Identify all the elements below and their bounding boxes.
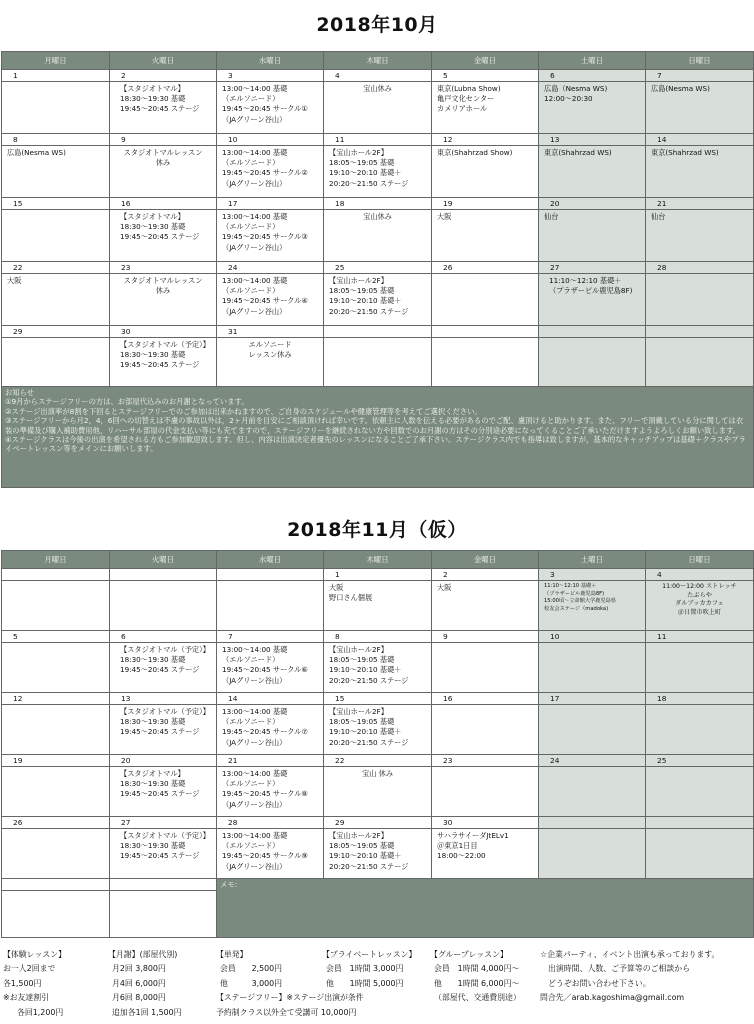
- day-cell: [539, 643, 646, 693]
- day-cell: [217, 581, 324, 631]
- day-cell: 13:00～14:00 基礎 （エルソニード） 19:45～20:45 サークル⑨ （JAグリーン谷山）: [217, 829, 324, 879]
- day-cell: スタジオトマルレッスン 休み: [110, 146, 217, 198]
- weekday-fri: 金曜日: [432, 551, 539, 569]
- day-cell: [646, 338, 754, 387]
- day-number: 2: [432, 569, 539, 581]
- day-cell: 13:00～14:00 基礎 （エルソニード） 19:45～20:45 サークル⑦ （JAグリーン谷山）: [217, 705, 324, 755]
- day-cell: [324, 338, 432, 387]
- day-cell: 【スタジオトマル（予定）】 18:30～19:30 基礎 19:45～20:45 ステージ: [110, 829, 217, 879]
- day-cell: 広島(Nesma WS): [2, 146, 110, 198]
- notice-item: ①9月からステージフリーの方は、お部屋代込みのお月謝となっています。: [5, 397, 249, 407]
- day-cell: 13:00～14:00 基礎 （エルソニード） 19:45～20:45 サークル① （JAグリーン谷山）: [217, 82, 324, 134]
- notice-item: ②ステージ出演率が8割を下回るとステージフリーでのご参加は出来かねますので、ご自身のスケジュールや健康管理等を考えてご選択ください。: [5, 406, 482, 416]
- weekday-tue: 火曜日: [110, 551, 217, 569]
- day-cell: 東京(Lubna Show) 亀戸文化センター カメリアホール: [432, 82, 539, 134]
- day-number: 12: [432, 134, 539, 146]
- day-cell: [432, 338, 539, 387]
- day-cell: [539, 829, 646, 879]
- day-cell: [646, 767, 754, 817]
- weekday-thu: 木曜日: [324, 551, 432, 569]
- day-number: 1: [324, 569, 432, 581]
- day-number: 5: [432, 70, 539, 82]
- day-cell: [2, 705, 110, 755]
- october-title: 2018年10月: [316, 14, 438, 36]
- day-cell: [2, 643, 110, 693]
- day-number: 28: [217, 817, 324, 829]
- day-cell: 13:00～14:00 基礎 （エルソニード） 19:45～20:45 サークル⑥ （JAグリーン谷山）: [217, 643, 324, 693]
- day-number: 26: [432, 262, 539, 274]
- day-number: 27: [539, 262, 646, 274]
- day-number: 18: [646, 693, 754, 705]
- day-number: 4: [646, 569, 754, 581]
- day-number: 21: [646, 198, 754, 210]
- day-cell: 【宝山ホール2F】 18:05～19:05 基礎 19:10～20:10 基礎＋ 20:20～21:50 ステージ: [324, 643, 432, 693]
- day-cell: 仙台: [646, 210, 754, 262]
- day-number: 3: [217, 70, 324, 82]
- day-number: 25: [324, 262, 432, 274]
- day-cell: 【スタジオトマル（予定）】 18:30～19:30 基礎 19:45～20:45 ステージ: [110, 338, 217, 387]
- day-number: 29: [324, 817, 432, 829]
- day-cell: [2, 767, 110, 817]
- day-cell: 11:10～12:10 基礎＋ （プラザービル鹿児島8F): [539, 274, 646, 326]
- day-number: 23: [110, 262, 217, 274]
- october-calendar: [1, 51, 754, 488]
- day-number: 22: [324, 755, 432, 767]
- day-number: 8: [324, 631, 432, 643]
- day-cell: 大阪 野口さん個展: [324, 581, 432, 631]
- corporate-event-info: ☆企業パーティ、イベント出演も承っております。 出演時間、人数、ご予算等のご相談から どうぞお問い合わせ下さい。 問合先／arab.kagoshima@gmail.com: [540, 950, 720, 1003]
- weekday-wed: 水曜日: [217, 52, 324, 70]
- day-number: 3: [539, 569, 646, 581]
- group-lesson-info: 【グループレッスン】 会員 1時間 4,000円～ 他 1時間 6,000円～ （部屋代、交通費別途）: [430, 950, 521, 1003]
- day-number: 24: [539, 755, 646, 767]
- day-cell: [432, 767, 539, 817]
- day-cell: 大阪: [432, 210, 539, 262]
- day-number: 7: [217, 631, 324, 643]
- day-cell: [2, 82, 110, 134]
- day-cell: 広島（Nesma WS) 12:00～20:30: [539, 82, 646, 134]
- day-number: 7: [646, 70, 754, 82]
- pricing-footer: [0, 948, 754, 1024]
- day-number: 11: [324, 134, 432, 146]
- day-cell: [2, 581, 110, 631]
- weekday-header: [2, 52, 754, 70]
- day-number: 14: [217, 693, 324, 705]
- day-cell: 【スタジオトマル】 18:30～19:30 基礎 19:45～20:45 ステージ: [110, 82, 217, 134]
- day-cell: [2, 338, 110, 387]
- day-number: 8: [2, 134, 110, 146]
- day-number: 12: [2, 693, 110, 705]
- day-cell: [646, 705, 754, 755]
- day-cell: スタジオトマルレッスン 休み: [110, 274, 217, 326]
- day-number: 21: [217, 755, 324, 767]
- weekday-tue: 火曜日: [110, 52, 217, 70]
- day-cell: 【スタジオトマル（予定）】 18:30～19:30 基礎 19:45～20:45 ステージ: [110, 705, 217, 755]
- weekday-header: [2, 551, 754, 569]
- day-cell: 13:00～14:00 基礎 （エルソニード） 19:45～20:45 サークル④ （JAグリーン谷山）: [217, 274, 324, 326]
- day-number: 24: [217, 262, 324, 274]
- day-number: 27: [110, 817, 217, 829]
- day-number: 15: [2, 198, 110, 210]
- day-cell: [2, 210, 110, 262]
- day-cell: [646, 829, 754, 879]
- weekday-sun: 日曜日: [646, 551, 754, 569]
- day-cell: [539, 338, 646, 387]
- day-cell: 広島(Nesma WS): [646, 82, 754, 134]
- day-cell: 【スタジオトマル（予定）】 18:30～19:30 基礎 19:45～20:45 ステージ: [110, 643, 217, 693]
- day-cell: [432, 274, 539, 326]
- day-number: 30: [110, 326, 217, 338]
- day-cell: [432, 705, 539, 755]
- day-cell: 宝山休み: [324, 82, 432, 134]
- notice-item: ④ステージクラスは今後の出演を希望される方もご参加歓迎致します。但し、内容は出演決定者優先のレッスンになることご了承下さい。ステージクラス内でも指導は致しますが，基本的なキャッチアップは基礎＋クラスやプライベートレッスン等をメインにお願いします。: [5, 435, 746, 454]
- day-number: 10: [539, 631, 646, 643]
- day-number: 29: [2, 326, 110, 338]
- day-number: 2: [110, 70, 217, 82]
- day-number: 19: [2, 755, 110, 767]
- weekday-sun: 日曜日: [646, 52, 754, 70]
- notice-box: [2, 387, 754, 488]
- day-number: 13: [539, 134, 646, 146]
- day-cell: 11:00～12:00 ストレッチ たぶらや ダルブッカカフェ ＠日置市吹上町: [646, 581, 754, 631]
- day-cell: 【宝山ホール2F】 18:05～19:05 基礎 19:10～20:10 基礎＋ 20:20～21:50 ステージ: [324, 274, 432, 326]
- day-number: 22: [2, 262, 110, 274]
- day-cell: 【宝山ホール2F】 18:05～19:05 基礎 19:10～20:10 基礎＋ 20:20～21:50 ステージ: [324, 705, 432, 755]
- day-number: 30: [432, 817, 539, 829]
- day-number: 28: [646, 262, 754, 274]
- weekday-sat: 土曜日: [539, 551, 646, 569]
- day-number: 17: [539, 693, 646, 705]
- memo-label: メモ:: [220, 880, 238, 889]
- day-number: 13: [110, 693, 217, 705]
- day-cell: 【宝山ホール2F】 18:05～19:05 基礎 19:10～20:10 基礎＋ 20:20～21:50 ステージ: [324, 829, 432, 879]
- weekday-wed: 水曜日: [217, 551, 324, 569]
- day-number: 10: [217, 134, 324, 146]
- day-number: 23: [432, 755, 539, 767]
- day-cell: 東京(Shahrzad WS): [646, 146, 754, 198]
- weekday-mon: 月曜日: [2, 52, 110, 70]
- day-cell: 宝山休み: [324, 210, 432, 262]
- day-cell: 東京(Shahrzad Show): [432, 146, 539, 198]
- day-number: 9: [432, 631, 539, 643]
- day-number: 26: [2, 817, 110, 829]
- day-cell: 宝山 休み: [324, 767, 432, 817]
- day-number: 6: [110, 631, 217, 643]
- day-number: 4: [324, 70, 432, 82]
- november-title: 2018年11月（仮）: [287, 519, 467, 541]
- day-cell: 大阪: [2, 274, 110, 326]
- day-number: 15: [324, 693, 432, 705]
- day-cell: [539, 705, 646, 755]
- notice-title: お知らせ: [5, 388, 34, 397]
- day-cell: 13:00～14:00 基礎 （エルソニード） 19:45～20:45 サークル② （JAグリーン谷山）: [217, 146, 324, 198]
- day-number: 11: [646, 631, 754, 643]
- day-cell: 東京(Shahrzad WS): [539, 146, 646, 198]
- day-cell: 大阪: [432, 581, 539, 631]
- day-number: 16: [110, 198, 217, 210]
- notice-item: ③ステージフリーから月2，4，6回への切替えは不慮の事故以外は，2ヶ月前を目安にご相談頂ければ幸いです。依頼主に人数を伝える必要があるのでご配、慮頂けると助かります。また、フリーで頂戴している分に関しては衣装の準備及び購入補助費用他，リハーサル部屋の代金支払い等にも充てますので，ステージフリーを継続されない方や回数でのお月謝の方はその分別途必要になってくることご了承いただけますようよろしくお願い致します。: [5, 416, 744, 435]
- day-number: 9: [110, 134, 217, 146]
- memo-box: [217, 879, 754, 938]
- trial-lesson-info: 【体験レッスン】 お一人2回まで 各1,500円 ※お友達割引 各回1,200円: [3, 950, 67, 1017]
- day-cell: 仙台: [539, 210, 646, 262]
- weekday-sat: 土曜日: [539, 52, 646, 70]
- single-lesson-info: 【単発】 会員 2,500円 他 3,000円 【ステージフリー】※ステージ出演が条件 予約制クラス以外全て受講可 10,000円: [216, 950, 364, 1017]
- day-number: 19: [432, 198, 539, 210]
- monthly-fee-info: 【月謝】(部屋代別) 月2回 3,800円 月4回 6,000円 月6回 8,000円 追加各1回 1,500円: [108, 950, 182, 1017]
- day-cell: エルソニード レッスン休み: [217, 338, 324, 387]
- day-cell: [2, 829, 110, 879]
- november-calendar: [1, 550, 754, 938]
- day-number: 16: [432, 693, 539, 705]
- weekday-mon: 月曜日: [2, 551, 110, 569]
- day-number: 14: [646, 134, 754, 146]
- weekday-fri: 金曜日: [432, 52, 539, 70]
- day-number: 1: [2, 70, 110, 82]
- day-number: 20: [539, 198, 646, 210]
- day-number: 18: [324, 198, 432, 210]
- day-number: 6: [539, 70, 646, 82]
- private-lesson-info: 【プライベートレッスン】 会員 1時間 3,000円 他 1時間 5,000円: [322, 950, 417, 988]
- day-number: 5: [2, 631, 110, 643]
- day-cell: サハラサイーダJtELv1 ＠東京1日目 18:00～22:00: [432, 829, 539, 879]
- day-cell: 【スタジオトマル】 18:30～19:30 基礎 19:45～20:45 ステージ: [110, 767, 217, 817]
- day-cell: 13:00～14:00 基礎 （エルソニード） 19:45～20:45 サークル③ （JAグリーン谷山）: [217, 210, 324, 262]
- day-cell: [646, 643, 754, 693]
- day-number: 25: [646, 755, 754, 767]
- weekday-thu: 木曜日: [324, 52, 432, 70]
- day-number: 20: [110, 755, 217, 767]
- day-cell: [432, 643, 539, 693]
- day-number: 17: [217, 198, 324, 210]
- day-number: 31: [217, 326, 324, 338]
- day-cell: 【スタジオトマル】 18:30～19:30 基礎 19:45～20:45 ステージ: [110, 210, 217, 262]
- day-cell: [110, 581, 217, 631]
- day-cell: 【宝山ホール2F】 18:05～19:05 基礎 19:10～20:10 基礎＋ 20:20～21:50 ステージ: [324, 146, 432, 198]
- day-cell: [646, 274, 754, 326]
- day-cell: [539, 767, 646, 817]
- day-cell: 13:00～14:00 基礎 （エルソニード） 19:45～20:45 サークル⑧ （JAグリーン谷山）: [217, 767, 324, 817]
- day-cell: 11:10～12:10 基礎＋ （プラザービル鹿児島8F) 15:00頃～立命館大学鹿児島県 校友会ステージ（madoka): [539, 581, 646, 631]
